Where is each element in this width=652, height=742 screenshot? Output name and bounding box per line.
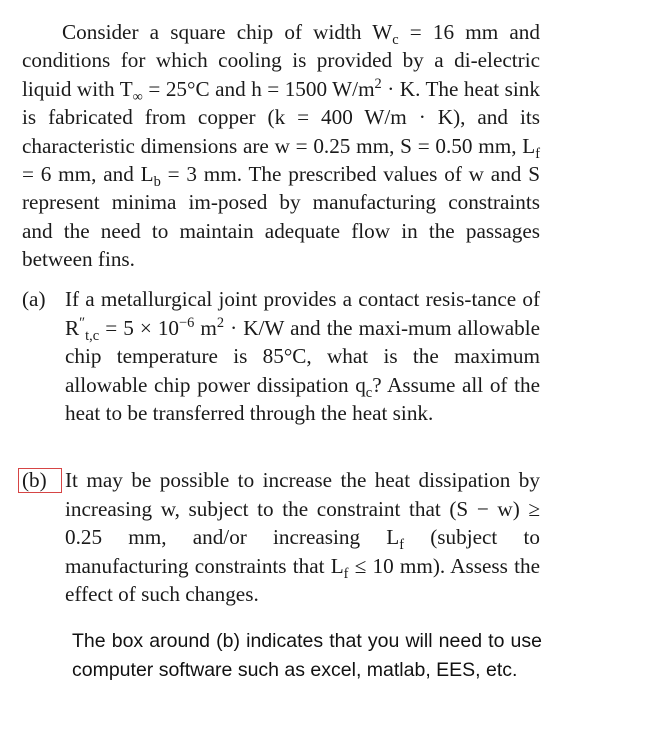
intro-text-1: Consider a square chip of width W — [62, 20, 393, 44]
part-b-text-1: It may be possible to increase the heat dissipation by increasing w, subject to the constraint that (S − w) ≥ 0.25 mm, and/or increasing L — [65, 468, 540, 550]
intro-sub-b: b — [153, 174, 161, 191]
intro-sup-2: 2 — [374, 75, 382, 92]
part-a-sup-exp: −6 — [179, 314, 195, 331]
intro-text-3: = 25°C and h = 1500 W/m — [142, 76, 375, 101]
part-b — [22, 466, 540, 609]
part-a-text-4: · K/W and the maxi-mum allowable chip temperature is 85°C, what is the maximum allowable chip power dissipation q — [65, 315, 541, 397]
part-b-label: (b) — [22, 468, 47, 492]
part-a-text-3: m — [194, 315, 217, 340]
part-a-text-1: If a metallurgical joint provides a contact resis-tance of R — [65, 287, 540, 340]
intro-text-6: = 3 mm. The prescribed values of w and S represent minima im-posed by manufacturing constraints and the need to maintain adequate flow in the passages between fins. — [22, 162, 540, 272]
part-a-sup-prime: ″ — [79, 314, 86, 331]
intro-sub-c: c — [392, 32, 399, 49]
problem-intro-paragraph — [22, 18, 540, 274]
part-b-text-2: (subject to manufacturing constraints that L — [65, 525, 540, 578]
intro-text-2: = 16 mm and conditions for which cooling is provided by a di-electric liquid with T — [22, 20, 540, 101]
part-b-text — [65, 466, 540, 609]
part-a-sub-c: c — [365, 385, 373, 402]
part-b-text-3: ≤ 10 mm). Assess the effect of such changes. — [65, 553, 540, 607]
intro-text-5: = 6 mm, and L — [22, 162, 154, 187]
part-a-sup-2: 2 — [216, 314, 225, 331]
part-a — [22, 285, 540, 428]
intro-sub-inf: ∞ — [132, 89, 143, 106]
problem-statement — [22, 18, 540, 274]
intro-sub-f: f — [535, 145, 540, 162]
part-b-sub-f: f — [399, 537, 405, 554]
part-a-text — [65, 285, 540, 428]
part-a-text-5: ? Assume all of the heat to be transferred through the heat sink. — [65, 372, 541, 426]
part-b-sub-f-2: f — [343, 566, 349, 583]
part-a-sub-tc: t,c — [85, 327, 100, 344]
software-note: The box around (b) indicates that you will need to use computer software such as excel, matlab, EES, etc. — [72, 630, 542, 681]
part-a-text-2: = 5 × 10 — [99, 315, 180, 340]
intro-text-4: · K. The heat sink is fabricated from copper (k = 400 W/m · K), and its characteristic dimensions are w = 0.25 mm, S = 0.50 mm, L — [22, 76, 540, 158]
part-a-label: (a) — [22, 287, 46, 311]
